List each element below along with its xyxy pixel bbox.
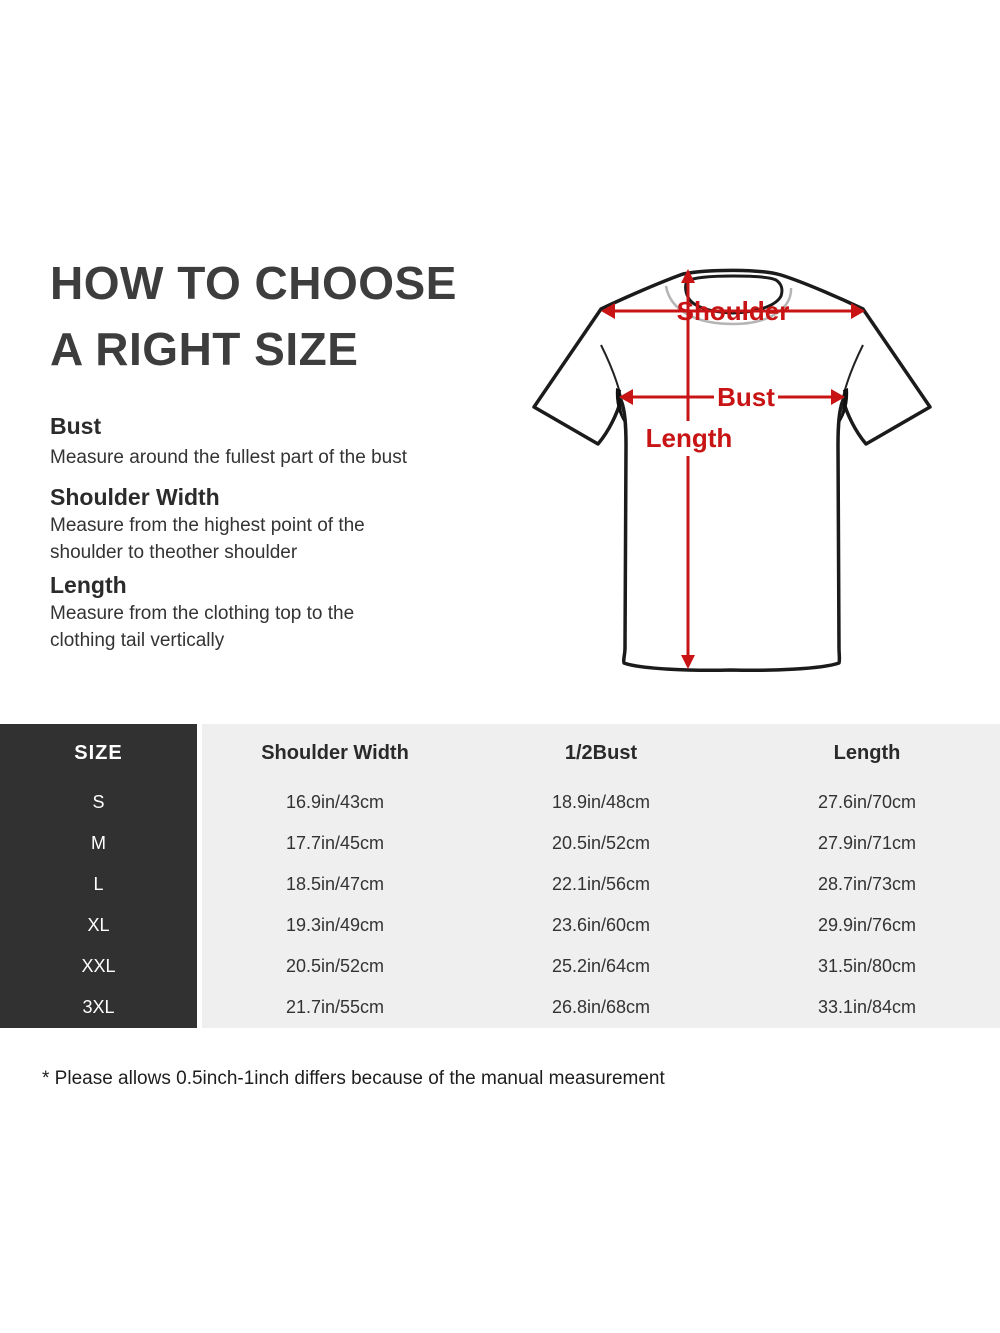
size-row-label: M [91,833,106,853]
table-cell: 26.8in/68cm [551,997,651,1017]
column-header-length: Length [833,741,901,764]
size-row-label: L [93,874,104,894]
page-title-line2: A RIGHT SIZE [50,323,359,375]
column-header-shoulder-width: Shoulder Width [261,741,409,764]
table-cell: 27.9in/71cm [817,833,917,853]
instruction-line: Measure around the fullest part of the bust [50,447,407,468]
instruction-title-length: Length [50,572,127,598]
instruction-line: shoulder to theother shoulder [50,542,298,563]
table-cell: 31.5in/80cm [817,956,917,976]
table-cell: 27.6in/70cm [817,792,917,812]
length-label: Length [645,423,733,453]
instruction-title-shoulder-width: Shoulder Width [50,484,220,510]
tshirt-measurement-diagram [500,240,960,700]
table-cell: 28.7in/73cm [817,874,917,894]
table-cell: 21.7in/55cm [285,997,385,1017]
size-row-label: XXL [81,956,116,976]
table-cell: 18.5in/47cm [285,874,385,894]
table-cell: 19.3in/49cm [285,915,385,935]
instruction-line: Measure from the clothing top to the [50,603,355,624]
table-cell: 16.9in/43cm [285,792,385,812]
table-cell: 23.6in/60cm [551,915,651,935]
column-header-size: SIZE [74,741,123,764]
page-title-line1: HOW TO CHOOSE [50,257,457,309]
measurement-disclaimer: * Please allows 0.5inch-1inch differs because of the manual measurement [42,1068,665,1089]
size-row-label: S [92,792,105,812]
tshirt-outline [534,270,930,670]
size-row-label: 3XL [82,997,115,1017]
instruction-line: clothing tail vertically [50,630,225,651]
table-cell: 22.1in/56cm [551,874,651,894]
column-header-half-bust: 1/2Bust [564,741,638,764]
instruction-text-bust [50,444,407,471]
table-cell: 33.1in/84cm [817,997,917,1017]
table-cell: 20.5in/52cm [285,956,385,976]
instruction-line: Measure from the highest point of the [50,515,365,536]
instruction-text-shoulder-width [50,512,365,566]
instruction-title-bust: Bust [50,413,102,439]
table-cell: 20.5in/52cm [551,833,651,853]
shoulder-label: Shoulder [676,296,790,326]
bust-label: Bust [717,382,775,412]
table-cell: 29.9in/76cm [817,915,917,935]
table-cell: 18.9in/48cm [551,792,651,812]
size-table-values [202,724,1000,1028]
table-cell: 17.7in/45cm [285,833,385,853]
size-table-size-column [0,724,197,1028]
table-cell: 25.2in/64cm [551,956,651,976]
instruction-text-length [50,600,354,654]
size-row-label: XL [87,915,110,935]
page-title [50,250,457,382]
